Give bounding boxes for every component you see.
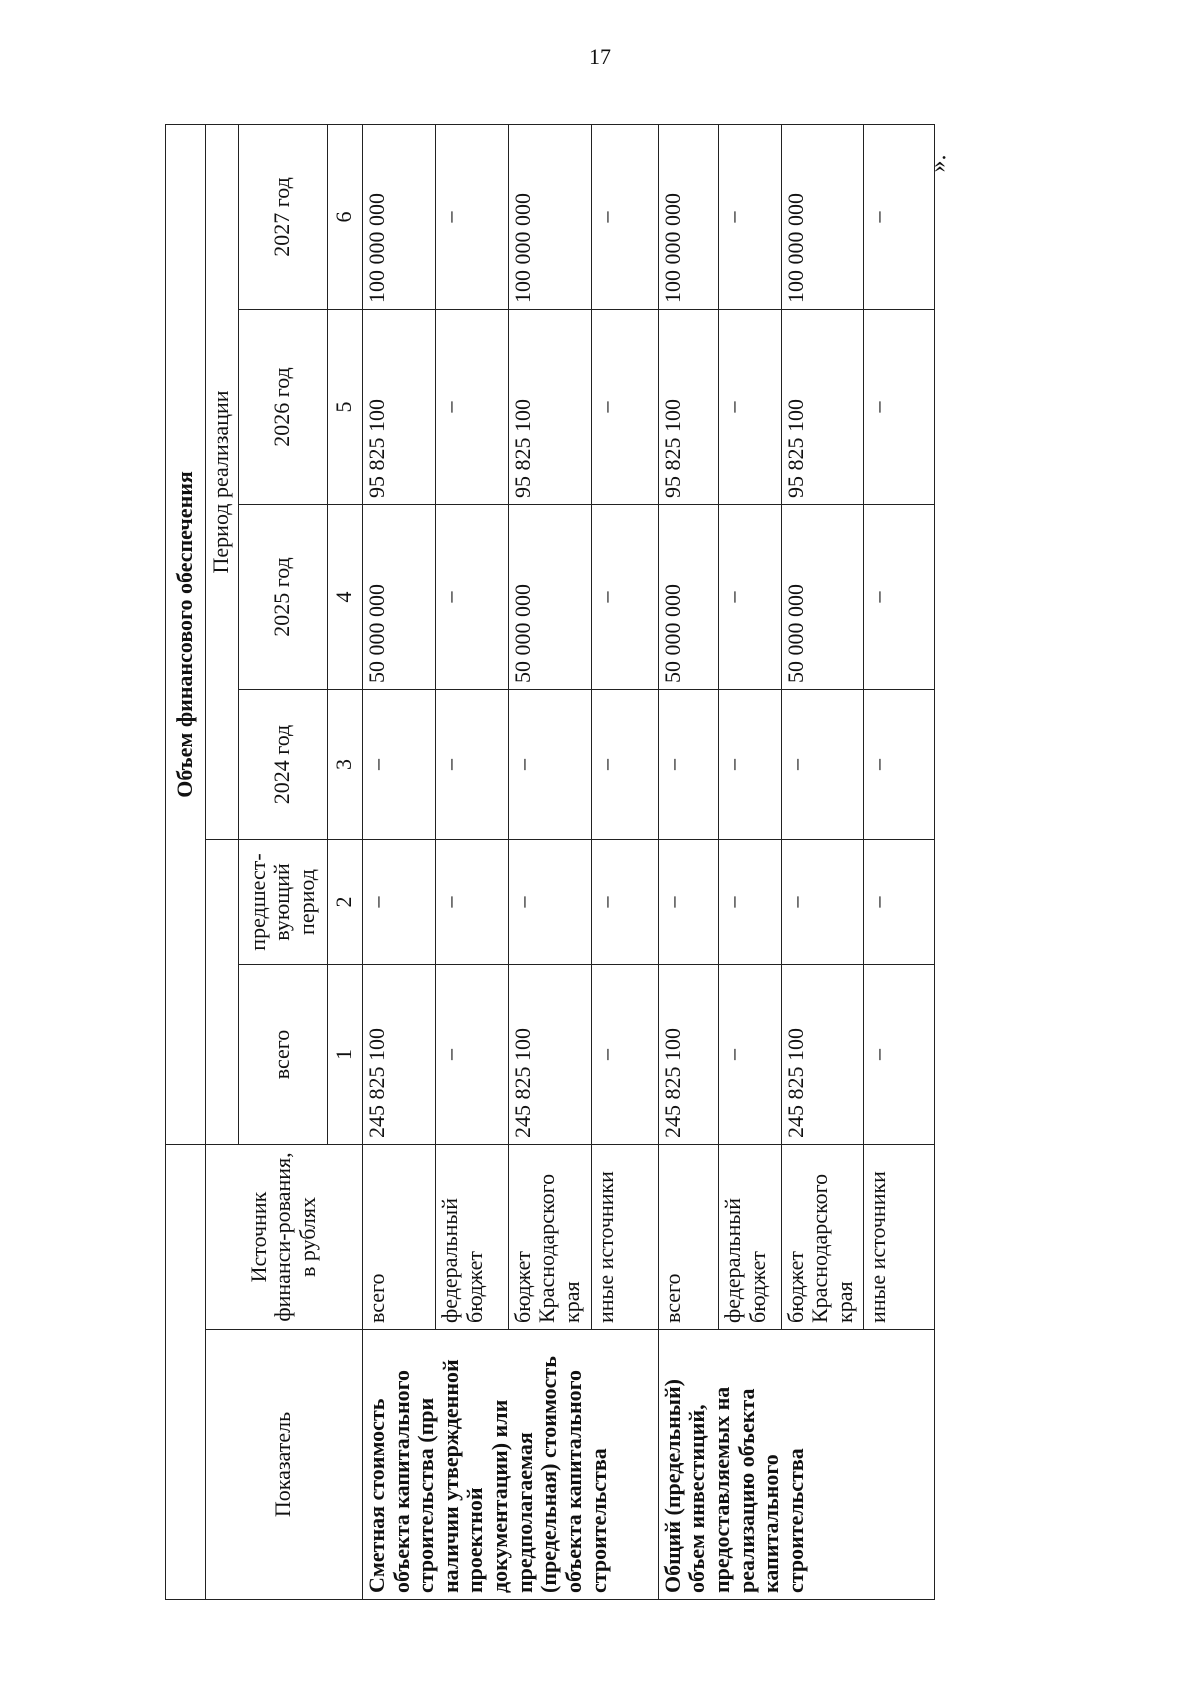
source-cell: иные источники bbox=[592, 1145, 659, 1330]
value-cell: 100 000 000 bbox=[362, 124, 435, 309]
header-2027: 2027 год bbox=[238, 124, 327, 309]
value-cell: – bbox=[719, 124, 782, 309]
value-cell: 245 825 100 bbox=[508, 965, 591, 1145]
header-previous: предшест-вующий период bbox=[238, 840, 327, 965]
value-cell: 100 000 000 bbox=[508, 124, 591, 309]
page-number: 17 bbox=[589, 44, 611, 69]
col-number: 4 bbox=[327, 505, 362, 690]
value-cell: – bbox=[508, 840, 591, 965]
value-cell: 50 000 000 bbox=[508, 505, 591, 690]
value-cell: – bbox=[719, 310, 782, 505]
header-2025: 2025 год bbox=[238, 505, 327, 690]
header-indicator: Показатель bbox=[205, 1330, 362, 1600]
value-cell: – bbox=[508, 690, 591, 840]
value-cell: 100 000 000 bbox=[658, 124, 718, 309]
value-cell: – bbox=[435, 690, 508, 840]
value-cell: – bbox=[719, 690, 782, 840]
value-cell: 50 000 000 bbox=[658, 505, 718, 690]
closing-quote-mark: ». bbox=[925, 154, 952, 173]
value-cell: – bbox=[435, 310, 508, 505]
header-2026: 2026 год bbox=[238, 310, 327, 505]
col-number: 6 bbox=[327, 124, 362, 309]
value-cell: – bbox=[592, 690, 659, 840]
value-cell: – bbox=[435, 505, 508, 690]
header-blank bbox=[166, 1145, 206, 1600]
table-row bbox=[658, 124, 718, 1599]
financing-table bbox=[165, 124, 935, 1600]
value-cell: – bbox=[592, 505, 659, 690]
col-number: 1 bbox=[327, 965, 362, 1145]
value-cell: 50 000 000 bbox=[362, 505, 435, 690]
value-cell: 50 000 000 bbox=[781, 505, 863, 690]
value-cell: 95 825 100 bbox=[781, 310, 863, 505]
header-row-1 bbox=[166, 124, 206, 1599]
col-number: 3 bbox=[327, 690, 362, 840]
value-cell: – bbox=[864, 840, 935, 965]
header-volume: Объем финансового обеспечения bbox=[166, 124, 206, 1144]
header-row-2 bbox=[205, 124, 238, 1599]
header-period: Период реализации bbox=[205, 124, 238, 839]
source-cell: федеральный бюджет bbox=[435, 1145, 508, 1330]
value-cell: – bbox=[592, 310, 659, 505]
value-cell: 100 000 000 bbox=[781, 124, 863, 309]
value-cell: – bbox=[592, 965, 659, 1145]
value-cell: – bbox=[864, 690, 935, 840]
indicator-cell: Общий (предельный) объем инвестиций, предоставляемых на реализацию объекта капитального строительства bbox=[658, 1330, 934, 1600]
value-cell: – bbox=[592, 124, 659, 309]
value-cell: – bbox=[658, 840, 718, 965]
source-cell: бюджет Краснодарского края bbox=[781, 1145, 863, 1330]
value-cell: – bbox=[658, 690, 718, 840]
value-cell: – bbox=[864, 124, 935, 309]
value-cell: – bbox=[864, 965, 935, 1145]
source-cell: всего bbox=[362, 1145, 435, 1330]
header-source: Источник финанси-рования, в рублях bbox=[205, 1145, 362, 1330]
header-total: всего bbox=[238, 965, 327, 1145]
value-cell: 95 825 100 bbox=[508, 310, 591, 505]
value-cell: 245 825 100 bbox=[362, 965, 435, 1145]
value-cell: – bbox=[592, 840, 659, 965]
source-cell: бюджет Краснодарского края bbox=[508, 1145, 591, 1330]
value-cell: 95 825 100 bbox=[658, 310, 718, 505]
value-cell: – bbox=[781, 840, 863, 965]
value-cell: 95 825 100 bbox=[362, 310, 435, 505]
value-cell: – bbox=[362, 840, 435, 965]
financing-table-container bbox=[165, 125, 935, 1600]
value-cell: – bbox=[719, 505, 782, 690]
value-cell: – bbox=[719, 965, 782, 1145]
value-cell: – bbox=[435, 965, 508, 1145]
col-number: 5 bbox=[327, 310, 362, 505]
value-cell: – bbox=[362, 690, 435, 840]
rotated-table-frame bbox=[165, 125, 935, 1600]
value-cell: – bbox=[781, 690, 863, 840]
source-cell: иные источники bbox=[864, 1145, 935, 1330]
value-cell: – bbox=[864, 310, 935, 505]
value-cell: – bbox=[435, 840, 508, 965]
value-cell: – bbox=[719, 840, 782, 965]
source-cell: всего bbox=[658, 1145, 718, 1330]
header-blank-2 bbox=[205, 840, 238, 1145]
header-2024: 2024 год bbox=[238, 690, 327, 840]
table-row bbox=[362, 124, 435, 1599]
source-cell: федеральный бюджет bbox=[719, 1145, 782, 1330]
value-cell: 245 825 100 bbox=[781, 965, 863, 1145]
value-cell: – bbox=[435, 124, 508, 309]
indicator-cell: Сметная стоимость объекта капитального строительства (при наличии утвержденной проектной документации) или предполагаемая (предельная) стоимость объекта капитального строительства bbox=[362, 1330, 658, 1600]
value-cell: 245 825 100 bbox=[658, 965, 718, 1145]
value-cell: – bbox=[864, 505, 935, 690]
col-number: 2 bbox=[327, 840, 362, 965]
